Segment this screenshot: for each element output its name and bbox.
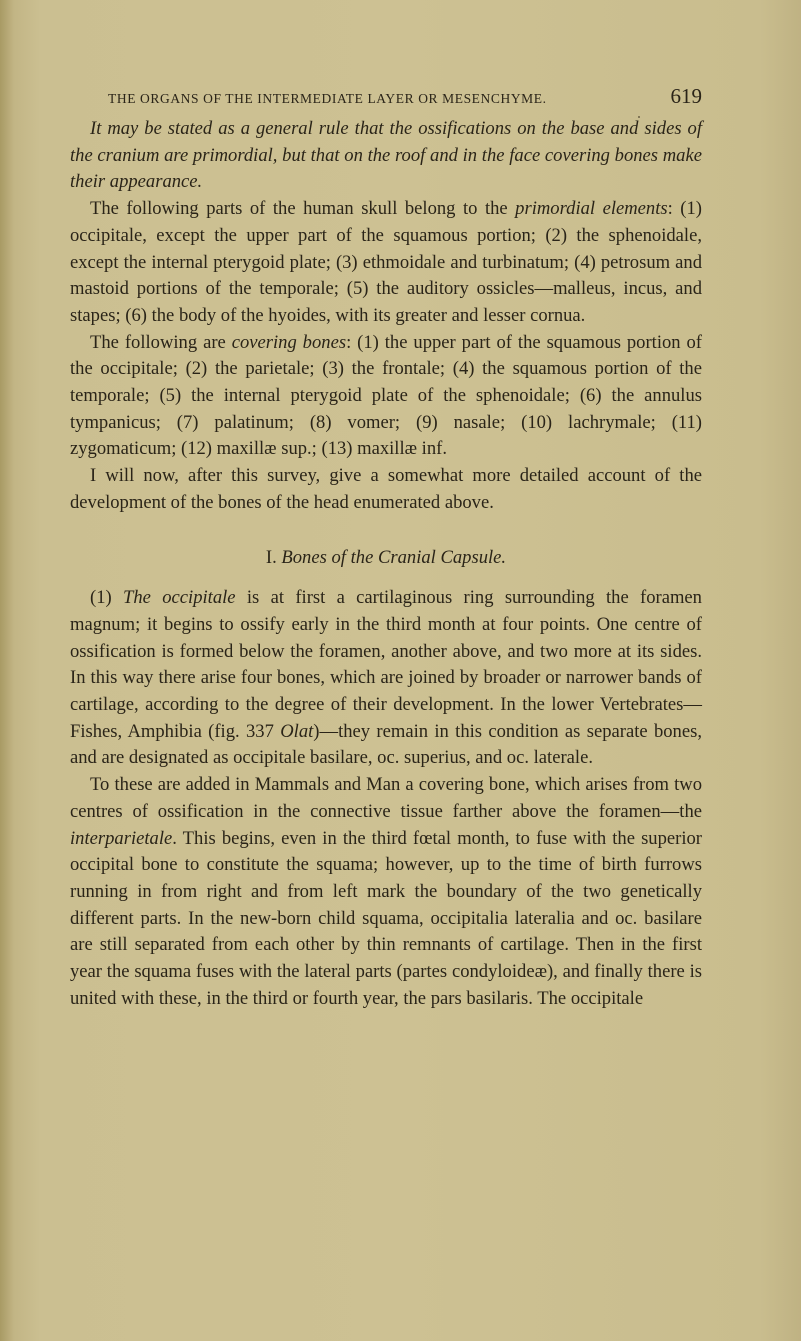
section-title: Bones of the Cranial Capsule. — [281, 546, 507, 568]
paragraph-covering-bones — [70, 330, 702, 464]
paragraph-occipitale — [70, 585, 702, 772]
text: (1) — [90, 587, 124, 609]
text: The following parts of the human skull belong to the — [90, 198, 516, 220]
text: )—they remain in this condition as separate bones, and are designated as occipitale basilare, oc. superius, and oc. laterale. — [70, 720, 702, 769]
section-heading — [70, 545, 702, 572]
paragraph-primordial-elements — [70, 196, 702, 330]
text: . This begins, even in the third fœtal month, to fuse with the superior occipital bone to constitute the squama; however, up to the time of birth furrows running in from right and from left mark the boundary of the two genetically different parts. In the new-born child squama, occipitalia lateralia and oc. basilare are still separated from each other by thin remnants of cartilage. Then in the first year the squama fuses with the lateral parts (partes condyloideæ), and finally there is united with these, in the third or fourth year, the pars basilaris. The occipitale — [70, 827, 702, 1009]
text: To these are added in Mammals and Man a covering bone, which arises from two centres of ossification in the connective tissue farther above the foramen—the — [70, 774, 702, 822]
text: is at first a cartilaginous ring surrounding the foramen magnum; it begins to ossify early in the third month at four points. One centre of ossification is formed below the foramen, another above, and two more at its sides. In this way there arise four bones, which are joined by broader or narrower bands of cartilage, according to the degree of their development. In the lower Vertebrates—Fishes, Amphibia (fig. 337 — [70, 587, 702, 742]
running-header — [70, 84, 702, 116]
running-title: THE ORGANS OF THE INTERMEDIATE LAYER OR MESENCHYME. — [108, 91, 547, 106]
printing-speck — [638, 116, 640, 118]
page-number: 619 — [670, 84, 702, 108]
text: : (1) the upper part of the squamous portion of the occipitale; (2) the parietale; (3) the frontale; (4) the squamous portion of the temporale; (5) the internal pterygoid plate of the sphenoidale; (6) the annulus tympanicus; (7) palatinum; (8) vomer; (9) nasale; (10) lachrymale; (11) zygomaticum; (12) maxillæ sup.; (13) maxillæ inf. — [70, 331, 702, 460]
emphasis: The occipitale — [123, 587, 236, 609]
emphasis: covering bones — [231, 331, 347, 353]
book-page — [70, 84, 702, 1013]
emphasis: Olat — [280, 720, 314, 742]
text: : (1) occipitale, except the upper part of the squamous portion; (2) the sphenoidale, except the internal pterygoid plate; (3) ethmoidale and turbinatum; (4) petrosum and mastoid portions of the temporale; (5) the auditory ossicles—malleus, incus, and stapes; (6) the body of the hyoides, with its greater and lesser cornua. — [70, 198, 702, 326]
paragraph-survey: I will now, after this survey, give a somewhat more detailed account of the development of the bones of the head enumerated above. — [70, 465, 702, 513]
emphasis: primordial elements — [515, 198, 668, 220]
paragraph-general-rule: It may be stated as a general rule that the ossifications on the base and sides of the cranium are primordial, but that on the roof and in the face covering bones make their appearance. — [70, 118, 702, 193]
paragraph-interparietale — [70, 772, 702, 1012]
section-number: I. — [265, 546, 282, 568]
emphasis: interparietale — [70, 827, 173, 849]
text: The following are — [90, 331, 232, 353]
